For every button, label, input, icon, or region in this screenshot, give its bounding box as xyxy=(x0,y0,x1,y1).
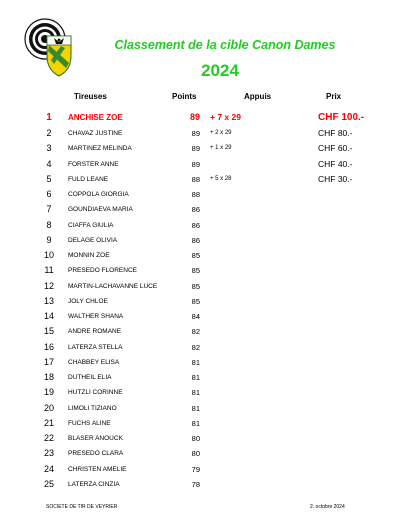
cell-points: 89 xyxy=(191,144,200,154)
cell-points: 86 xyxy=(191,235,200,245)
table-row xyxy=(0,126,400,141)
column-header-prix: Prix xyxy=(326,92,342,101)
table-row xyxy=(0,431,400,446)
cell-name: ANDRE ROMANE xyxy=(68,328,122,336)
page-year: 2024 xyxy=(201,61,239,80)
cell-appuis: + 5 x 28 xyxy=(210,175,232,182)
cell-name: ANCHISE ZOE xyxy=(68,113,123,122)
table-row xyxy=(0,340,400,355)
cell-rank: 6 xyxy=(46,189,52,199)
cell-prix: CHF 60.- xyxy=(318,143,353,154)
cell-points: 79 xyxy=(191,464,200,474)
cell-rank: 14 xyxy=(43,311,54,321)
cell-points: 84 xyxy=(191,312,200,321)
table-row xyxy=(0,355,400,370)
cell-rank: 7 xyxy=(46,204,52,215)
cell-rank: 4 xyxy=(46,158,52,169)
column-header-tireuses: Tireuses xyxy=(74,92,107,101)
table-row xyxy=(0,324,400,339)
cell-prix: CHF 80.- xyxy=(318,128,353,138)
table-row xyxy=(0,248,400,263)
table-row xyxy=(0,401,400,416)
cell-points: 80 xyxy=(191,449,200,459)
cell-rank: 18 xyxy=(43,372,54,382)
cell-name: WALTHER SHANA xyxy=(68,313,124,320)
cell-rank: 21 xyxy=(43,417,54,428)
cell-name: DELAGE OLIVIA xyxy=(68,236,118,244)
cell-rank: 10 xyxy=(43,250,54,260)
cell-name: LATERZA STELLA xyxy=(68,343,123,351)
table-row xyxy=(0,294,400,309)
cell-points: 81 xyxy=(191,403,200,413)
footer-date: 2. octobre 2024 xyxy=(310,504,345,510)
cell-points: 85 xyxy=(191,281,200,291)
cell-name: PRESEDO FLORENCE xyxy=(68,267,137,275)
cell-name: COPPOLA GIORGIA xyxy=(68,191,129,198)
table-row xyxy=(0,233,400,248)
cell-points: 81 xyxy=(191,357,200,367)
cell-prix: CHF 100.- xyxy=(318,112,365,123)
cell-points: 82 xyxy=(191,327,200,337)
table-row xyxy=(0,202,400,217)
table-row xyxy=(0,416,400,431)
cell-rank: 16 xyxy=(43,341,54,352)
cell-prix: CHF 30.- xyxy=(318,173,353,184)
cell-rank: 8 xyxy=(46,219,52,230)
cell-name: PRESEDO CLARA xyxy=(68,450,124,458)
cell-name: FULD LEANE xyxy=(68,175,109,183)
column-header-appuis: Appuis xyxy=(244,92,272,101)
cell-name: LIMOLI TIZIANO xyxy=(68,404,117,412)
cell-rank: 12 xyxy=(43,280,54,291)
cell-points: 85 xyxy=(191,251,200,260)
cell-points: 81 xyxy=(191,373,200,382)
cell-name: FORSTER ANNE xyxy=(68,160,119,168)
cell-points: 86 xyxy=(191,205,200,215)
cell-appuis: + 2 x 29 xyxy=(210,130,232,136)
cell-name: CHABBEY ELISA xyxy=(68,358,120,366)
cell-points: 86 xyxy=(191,220,200,230)
table-row xyxy=(0,279,400,294)
table-row xyxy=(0,218,400,233)
cell-name: CHAVAZ JUSTINE xyxy=(68,130,123,137)
cell-name: HUTZLI CORINNE xyxy=(68,389,123,397)
cell-rank: 24 xyxy=(43,463,54,474)
cell-name: MARTINEZ MELINDA xyxy=(68,145,132,153)
column-header-points: Points xyxy=(172,92,197,101)
footer-society: SOCIETE DE TIR DE VEYRIER xyxy=(46,504,118,510)
cell-name: DUTHEIL ELIA xyxy=(68,374,112,381)
cell-rank: 3 xyxy=(46,143,52,154)
table-row xyxy=(0,462,400,477)
cell-points: 82 xyxy=(191,342,200,352)
cell-points: 88 xyxy=(191,190,200,199)
cell-name: CIAFFA GIULIA xyxy=(68,221,114,229)
cell-name: FUCHS ALINE xyxy=(68,419,111,427)
table-row xyxy=(0,477,400,492)
cell-rank: 19 xyxy=(43,387,54,398)
cell-rank: 15 xyxy=(43,326,54,337)
cell-points: 89 xyxy=(189,112,200,122)
cell-points: 80 xyxy=(191,434,200,443)
cell-rank: 2 xyxy=(46,128,52,138)
table-row xyxy=(0,187,400,202)
cell-appuis: + 1 x 29 xyxy=(210,145,232,152)
cell-rank: 25 xyxy=(43,478,54,489)
table-row xyxy=(0,385,400,400)
table-row xyxy=(0,446,400,461)
cell-rank: 20 xyxy=(43,402,54,413)
cell-prix: CHF 40.- xyxy=(318,158,353,169)
cell-points: 81 xyxy=(191,388,200,398)
cell-rank: 17 xyxy=(43,356,54,367)
cell-points: 85 xyxy=(191,266,200,276)
cell-name: LATERZA CINZIA xyxy=(68,480,120,488)
cell-name: JOLY CHLOE xyxy=(68,297,108,305)
cell-rank: 11 xyxy=(44,265,54,276)
cell-points: 89 xyxy=(191,159,200,169)
cell-name: MONNIN ZOE xyxy=(68,252,110,259)
cell-rank: 9 xyxy=(46,234,52,245)
cell-points: 85 xyxy=(191,296,200,306)
cell-name: GOUNDIAEVA MARIA xyxy=(68,206,133,214)
table-row xyxy=(0,263,400,278)
table-row xyxy=(0,370,400,385)
club-logo-icon xyxy=(21,18,76,78)
cell-name: CHRISTEN AMELIE xyxy=(68,465,127,473)
cell-rank: 22 xyxy=(43,433,54,443)
cell-name: MARTIN-LACHAVANNE LUCE xyxy=(68,282,158,290)
ranking-table xyxy=(0,110,400,492)
cell-name: BLASER ANOUCK xyxy=(68,435,123,442)
table-row xyxy=(0,110,400,126)
cell-points: 78 xyxy=(191,479,200,489)
cell-rank: 23 xyxy=(43,448,54,459)
cell-rank: 1 xyxy=(46,112,52,123)
table-row xyxy=(0,141,400,156)
cell-rank: 5 xyxy=(46,173,52,184)
page-title: Classement de la cible Canon Dames xyxy=(114,38,336,52)
table-row xyxy=(0,309,400,324)
cell-points: 89 xyxy=(191,129,200,138)
cell-points: 81 xyxy=(191,418,200,428)
cell-rank: 13 xyxy=(43,295,54,306)
table-row xyxy=(0,157,400,172)
cell-appuis: + 7 x 29 xyxy=(210,112,241,122)
table-row xyxy=(0,172,400,187)
cell-points: 88 xyxy=(191,174,200,184)
